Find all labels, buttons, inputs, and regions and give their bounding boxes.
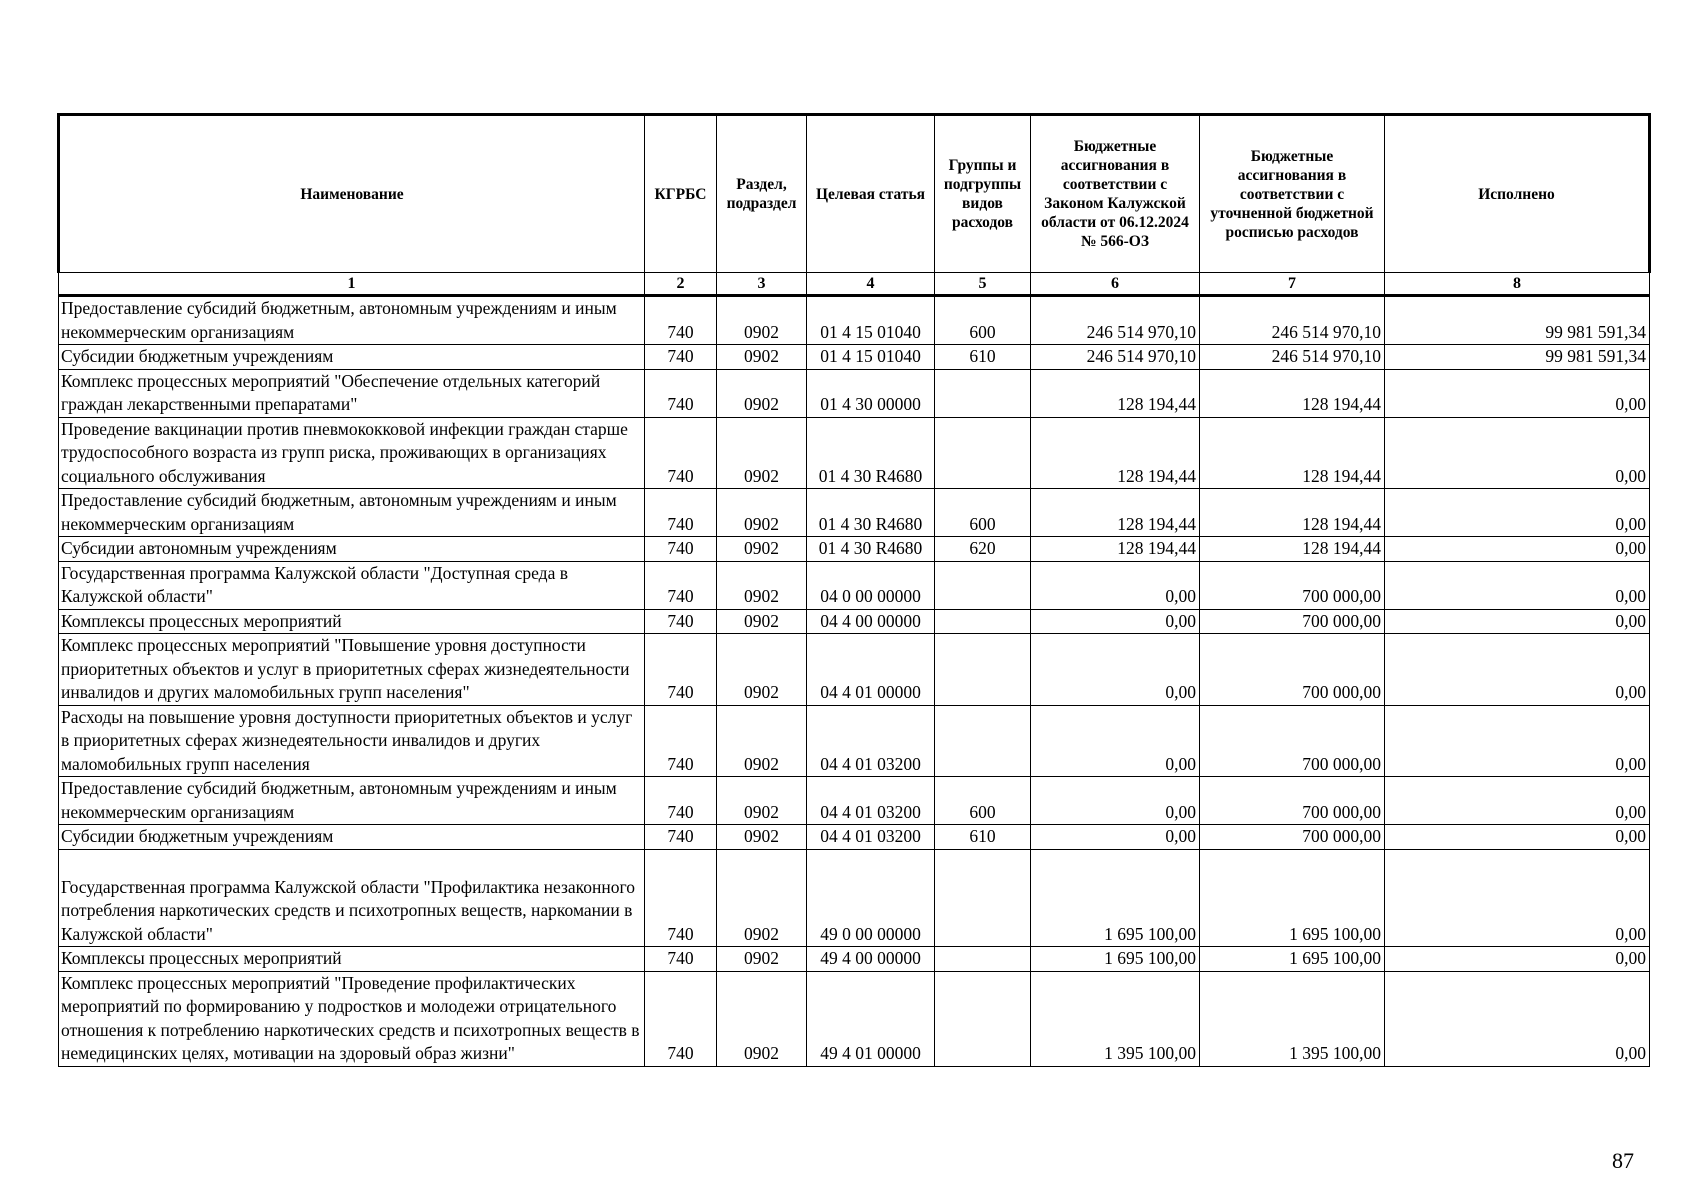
row-section: 0902 bbox=[717, 489, 807, 537]
table-row bbox=[59, 849, 1650, 947]
column-number: 8 bbox=[1385, 273, 1650, 296]
row-expense-group bbox=[935, 705, 1031, 777]
row-executed: 0,00 bbox=[1385, 777, 1650, 825]
row-budget-law: 246 514 970,10 bbox=[1031, 296, 1200, 345]
header-group: Группы и подгруппы видов расходов bbox=[935, 115, 1031, 273]
row-section: 0902 bbox=[717, 609, 807, 634]
row-name: Комплекс процессных мероприятий "Обеспечение отдельных категорий граждан лекарственными препаратами" bbox=[59, 369, 645, 417]
row-expense-group bbox=[935, 417, 1031, 489]
row-budget-law: 246 514 970,10 bbox=[1031, 345, 1200, 370]
table-row bbox=[59, 777, 1650, 825]
row-section: 0902 bbox=[717, 369, 807, 417]
row-budget-refined: 1 695 100,00 bbox=[1200, 849, 1385, 947]
row-budget-refined: 700 000,00 bbox=[1200, 705, 1385, 777]
row-budget-law: 0,00 bbox=[1031, 705, 1200, 777]
row-name: Предоставление субсидий бюджетным, автономным учреждениям и иным некоммерческим организациям bbox=[59, 489, 645, 537]
row-kgrbs: 740 bbox=[645, 345, 717, 370]
row-target-article: 04 4 01 00000 bbox=[807, 634, 935, 706]
row-section: 0902 bbox=[717, 971, 807, 1066]
row-budget-law: 1 395 100,00 bbox=[1031, 971, 1200, 1066]
row-target-article: 49 4 01 00000 bbox=[807, 971, 935, 1066]
row-budget-refined: 128 194,44 bbox=[1200, 489, 1385, 537]
table-row bbox=[59, 825, 1650, 850]
row-expense-group bbox=[935, 369, 1031, 417]
row-executed: 99 981 591,34 bbox=[1385, 296, 1650, 345]
row-section: 0902 bbox=[717, 777, 807, 825]
row-target-article: 04 4 00 00000 bbox=[807, 609, 935, 634]
row-budget-law: 128 194,44 bbox=[1031, 489, 1200, 537]
row-kgrbs: 740 bbox=[645, 777, 717, 825]
row-budget-refined: 1 395 100,00 bbox=[1200, 971, 1385, 1066]
row-executed: 0,00 bbox=[1385, 537, 1650, 562]
row-executed: 0,00 bbox=[1385, 705, 1650, 777]
row-expense-group bbox=[935, 634, 1031, 706]
row-kgrbs: 740 bbox=[645, 705, 717, 777]
row-kgrbs: 740 bbox=[645, 634, 717, 706]
row-executed: 0,00 bbox=[1385, 849, 1650, 947]
row-target-article: 04 4 01 03200 bbox=[807, 705, 935, 777]
row-name: Субсидии автономным учреждениям bbox=[59, 537, 645, 562]
row-budget-refined: 700 000,00 bbox=[1200, 777, 1385, 825]
row-target-article: 01 4 15 01040 bbox=[807, 345, 935, 370]
row-target-article: 49 0 00 00000 bbox=[807, 849, 935, 947]
row-target-article: 01 4 30 R4680 bbox=[807, 417, 935, 489]
row-kgrbs: 740 bbox=[645, 489, 717, 537]
row-kgrbs: 740 bbox=[645, 537, 717, 562]
row-target-article: 01 4 30 R4680 bbox=[807, 489, 935, 537]
column-number: 3 bbox=[717, 273, 807, 296]
row-executed: 0,00 bbox=[1385, 417, 1650, 489]
row-executed: 0,00 bbox=[1385, 971, 1650, 1066]
row-budget-refined: 246 514 970,10 bbox=[1200, 296, 1385, 345]
column-number: 4 bbox=[807, 273, 935, 296]
row-kgrbs: 740 bbox=[645, 369, 717, 417]
row-budget-law: 1 695 100,00 bbox=[1031, 947, 1200, 972]
table-row bbox=[59, 705, 1650, 777]
row-executed: 0,00 bbox=[1385, 561, 1650, 609]
row-target-article: 01 4 15 01040 bbox=[807, 296, 935, 345]
column-number: 5 bbox=[935, 273, 1031, 296]
row-budget-refined: 700 000,00 bbox=[1200, 825, 1385, 850]
row-executed: 0,00 bbox=[1385, 825, 1650, 850]
row-budget-refined: 1 695 100,00 bbox=[1200, 947, 1385, 972]
row-budget-law: 1 695 100,00 bbox=[1031, 849, 1200, 947]
row-section: 0902 bbox=[717, 825, 807, 850]
column-number: 6 bbox=[1031, 273, 1200, 296]
row-kgrbs: 740 bbox=[645, 825, 717, 850]
row-budget-refined: 700 000,00 bbox=[1200, 609, 1385, 634]
row-kgrbs: 740 bbox=[645, 947, 717, 972]
row-expense-group: 620 bbox=[935, 537, 1031, 562]
row-budget-refined: 700 000,00 bbox=[1200, 634, 1385, 706]
row-expense-group: 600 bbox=[935, 777, 1031, 825]
column-number: 1 bbox=[59, 273, 645, 296]
page-number: 87 bbox=[1612, 1148, 1634, 1173]
row-expense-group: 610 bbox=[935, 345, 1031, 370]
row-executed: 0,00 bbox=[1385, 609, 1650, 634]
table-row bbox=[59, 561, 1650, 609]
row-budget-refined: 128 194,44 bbox=[1200, 537, 1385, 562]
row-budget-law: 128 194,44 bbox=[1031, 537, 1200, 562]
row-kgrbs: 740 bbox=[645, 849, 717, 947]
row-name: Проведение вакцинации против пневмококковой инфекции граждан старше трудоспособного возраста из групп риска, проживающих в организациях социального обслуживания bbox=[59, 417, 645, 489]
table-row bbox=[59, 369, 1650, 417]
row-section: 0902 bbox=[717, 947, 807, 972]
row-section: 0902 bbox=[717, 345, 807, 370]
column-number: 2 bbox=[645, 273, 717, 296]
row-budget-refined: 128 194,44 bbox=[1200, 417, 1385, 489]
table-row bbox=[59, 537, 1650, 562]
row-expense-group bbox=[935, 947, 1031, 972]
table-row bbox=[59, 345, 1650, 370]
row-budget-law: 128 194,44 bbox=[1031, 417, 1200, 489]
row-name: Субсидии бюджетным учреждениям bbox=[59, 825, 645, 850]
header-executed: Исполнено bbox=[1385, 115, 1650, 273]
row-kgrbs: 740 bbox=[645, 971, 717, 1066]
header-name: Наименование bbox=[59, 115, 645, 273]
row-target-article: 04 4 01 03200 bbox=[807, 825, 935, 850]
row-kgrbs: 740 bbox=[645, 609, 717, 634]
row-executed: 0,00 bbox=[1385, 947, 1650, 972]
row-expense-group bbox=[935, 971, 1031, 1066]
row-budget-law: 128 194,44 bbox=[1031, 369, 1200, 417]
table-row bbox=[59, 489, 1650, 537]
table-row bbox=[59, 609, 1650, 634]
row-name: Комплекс процессных мероприятий "Повышение уровня доступности приоритетных объектов и услуг в приоритетных сферах жизнедеятельности инвалидов и других маломобильных групп населения" bbox=[59, 634, 645, 706]
row-budget-refined: 246 514 970,10 bbox=[1200, 345, 1385, 370]
row-section: 0902 bbox=[717, 634, 807, 706]
header-budget-law: Бюджетные ассигнования в соответствии с Законом Калужской области от 06.12.2024 № 566-ОЗ bbox=[1031, 115, 1200, 273]
row-expense-group bbox=[935, 561, 1031, 609]
row-executed: 0,00 bbox=[1385, 634, 1650, 706]
row-name: Комплексы процессных мероприятий bbox=[59, 947, 645, 972]
row-budget-law: 0,00 bbox=[1031, 634, 1200, 706]
table-row bbox=[59, 296, 1650, 345]
row-expense-group: 600 bbox=[935, 489, 1031, 537]
table-row bbox=[59, 634, 1650, 706]
table-body bbox=[59, 296, 1650, 1067]
row-target-article: 49 4 00 00000 bbox=[807, 947, 935, 972]
row-kgrbs: 740 bbox=[645, 561, 717, 609]
row-budget-refined: 700 000,00 bbox=[1200, 561, 1385, 609]
row-executed: 0,00 bbox=[1385, 489, 1650, 537]
row-section: 0902 bbox=[717, 296, 807, 345]
header-section: Раздел, подраздел bbox=[717, 115, 807, 273]
column-number-row bbox=[59, 273, 1650, 296]
row-executed: 0,00 bbox=[1385, 369, 1650, 417]
row-name: Комплексы процессных мероприятий bbox=[59, 609, 645, 634]
column-number: 7 bbox=[1200, 273, 1385, 296]
row-budget-law: 0,00 bbox=[1031, 561, 1200, 609]
row-target-article: 01 4 30 00000 bbox=[807, 369, 935, 417]
table-row bbox=[59, 947, 1650, 972]
row-kgrbs: 740 bbox=[645, 296, 717, 345]
row-section: 0902 bbox=[717, 417, 807, 489]
row-target-article: 04 0 00 00000 bbox=[807, 561, 935, 609]
table-row bbox=[59, 417, 1650, 489]
row-target-article: 01 4 30 R4680 bbox=[807, 537, 935, 562]
header-target: Целевая статья bbox=[807, 115, 935, 273]
budget-execution-table bbox=[57, 113, 1651, 1067]
row-executed: 99 981 591,34 bbox=[1385, 345, 1650, 370]
row-target-article: 04 4 01 03200 bbox=[807, 777, 935, 825]
table-row bbox=[59, 971, 1650, 1066]
row-section: 0902 bbox=[717, 561, 807, 609]
row-name: Государственная программа Калужской области "Профилактика незаконного потребления наркотических средств и психотропных веществ, наркомании в Калужской области" bbox=[59, 849, 645, 947]
row-name: Субсидии бюджетным учреждениям bbox=[59, 345, 645, 370]
row-budget-law: 0,00 bbox=[1031, 825, 1200, 850]
row-expense-group bbox=[935, 849, 1031, 947]
row-name: Комплекс процессных мероприятий "Проведение профилактических мероприятий по формированию у подростков и молодежи отрицательного отношения к потреблению наркотических средств и психотропных веществ в немедицинских целях, мотивации на здоровый образ жизни" bbox=[59, 971, 645, 1066]
header-budget-refined: Бюджетные ассигнования в соответствии с уточненной бюджетной росписью расходов bbox=[1200, 115, 1385, 273]
row-expense-group: 600 bbox=[935, 296, 1031, 345]
row-section: 0902 bbox=[717, 537, 807, 562]
header-row bbox=[59, 115, 1650, 273]
row-kgrbs: 740 bbox=[645, 417, 717, 489]
row-name: Предоставление субсидий бюджетным, автономным учреждениям и иным некоммерческим организациям bbox=[59, 777, 645, 825]
row-expense-group: 610 bbox=[935, 825, 1031, 850]
row-expense-group bbox=[935, 609, 1031, 634]
row-section: 0902 bbox=[717, 705, 807, 777]
row-name: Государственная программа Калужской области "Доступная среда в Калужской области" bbox=[59, 561, 645, 609]
row-section: 0902 bbox=[717, 849, 807, 947]
row-name: Расходы на повышение уровня доступности приоритетных объектов и услуг в приоритетных сферах жизнедеятельности инвалидов и других маломобильных групп населения bbox=[59, 705, 645, 777]
row-name: Предоставление субсидий бюджетным, автономным учреждениям и иным некоммерческим организациям bbox=[59, 296, 645, 345]
row-budget-law: 0,00 bbox=[1031, 609, 1200, 634]
row-budget-refined: 128 194,44 bbox=[1200, 369, 1385, 417]
header-kgrbs: КГРБС bbox=[645, 115, 717, 273]
row-budget-law: 0,00 bbox=[1031, 777, 1200, 825]
